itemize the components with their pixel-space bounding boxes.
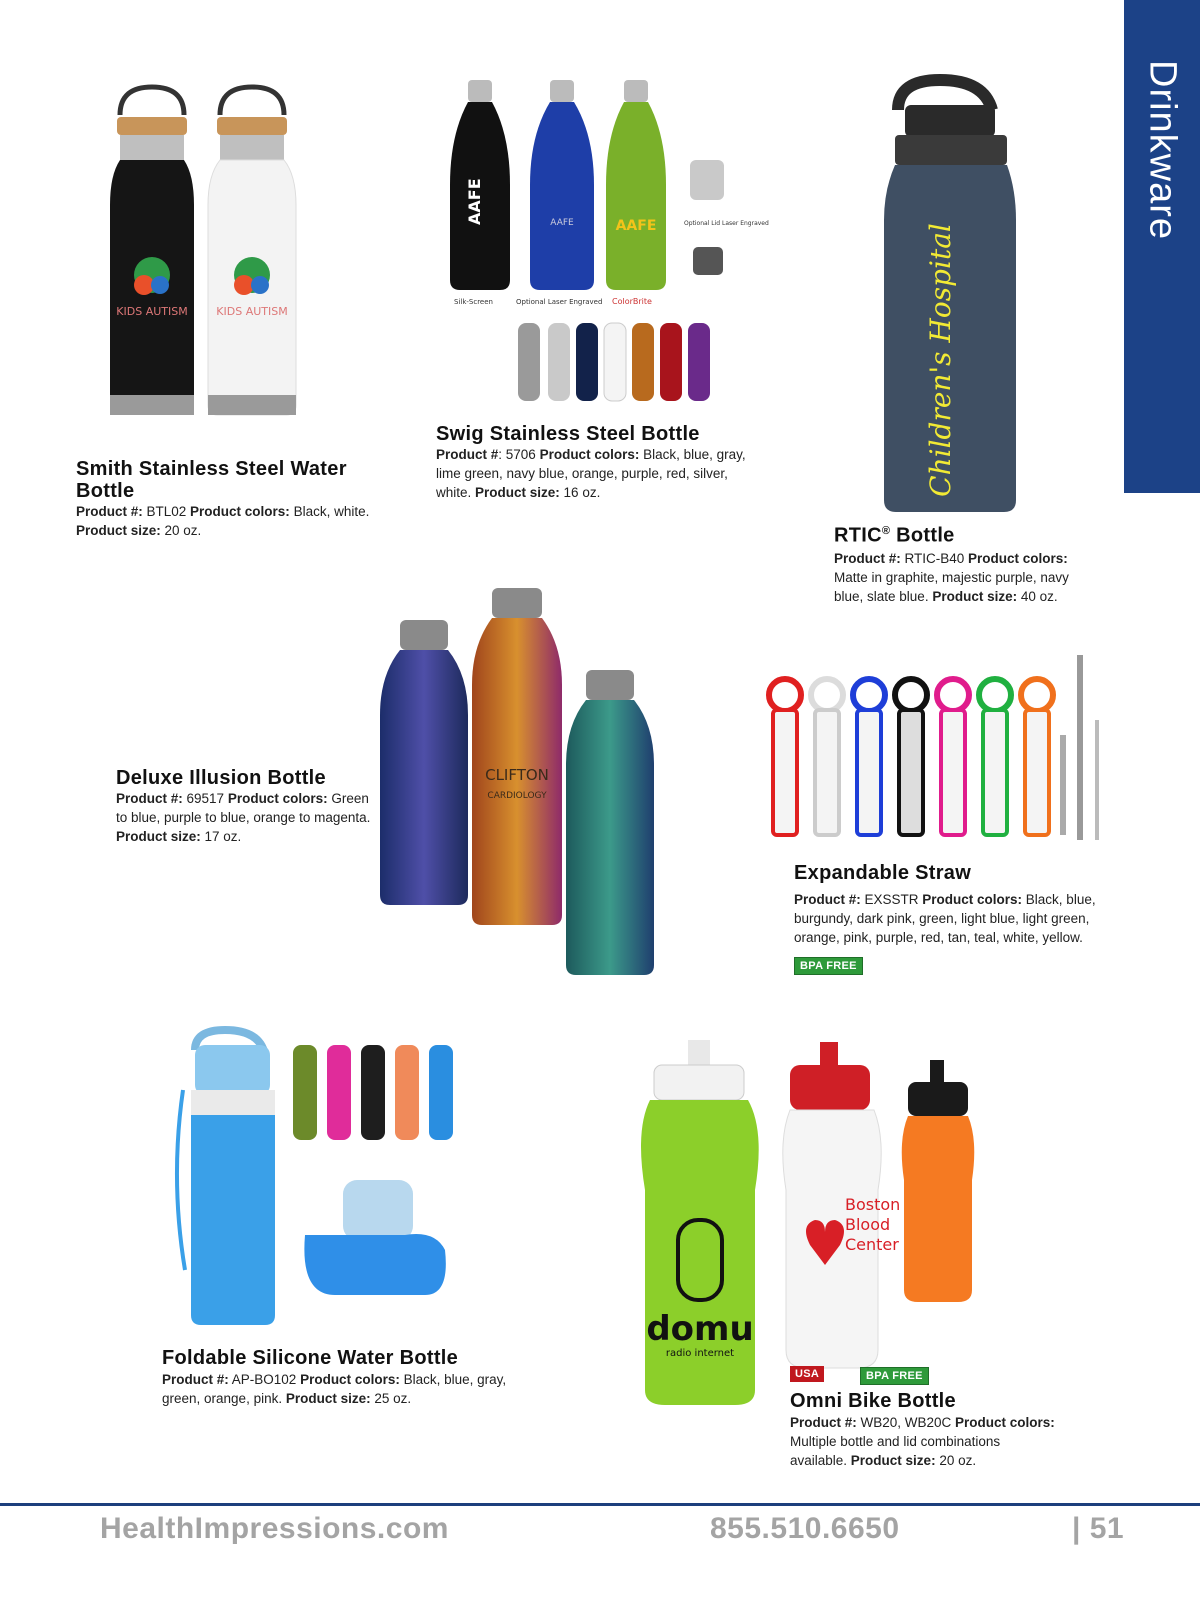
svg-text:Blood: Blood [845, 1215, 891, 1234]
svg-text:Children's Hospital: Children's Hospital [924, 223, 957, 497]
bpa-free-badge: BPA FREE [794, 957, 863, 975]
omni-bottle-image [640, 1040, 1000, 1410]
svg-text:CLIFTON: CLIFTON [485, 766, 549, 784]
footer-phone[interactable]: 855.510.6650 [710, 1512, 900, 1545]
svg-text:Boston: Boston [845, 1195, 901, 1214]
svg-text:ColorBrite: ColorBrite [612, 297, 652, 306]
footer-divider [0, 1503, 1200, 1506]
svg-text:Silk-Screen: Silk-Screen [454, 298, 493, 306]
hand-logo-icon [134, 257, 170, 295]
section-tab-label: Drinkware [1141, 60, 1184, 241]
foldable-color-row [293, 1045, 453, 1140]
rtic-bottle-image [880, 80, 1020, 515]
rtic-description: Product #: RTIC-B40 Product colors: Matte in graphite, majestic purple, navy blue, slate blue. Product size: 40 oz. [834, 551, 1069, 604]
straw-image [765, 650, 1115, 845]
deluxe-title: Deluxe Illusion Bottle [116, 767, 326, 789]
bpa-free-badge: BPA FREE [860, 1367, 929, 1385]
svg-text:Optional Lid Laser Engraved: Optional Lid Laser Engraved [684, 220, 769, 227]
omni-title: Omni Bike Bottle [790, 1390, 956, 1412]
foldable-bottle-image [165, 1030, 465, 1325]
deluxe-description: Product #: 69517 Product colors: Green to blue, purple to blue, orange to magenta. Product size: 17 oz. [116, 791, 371, 844]
swig-description: Product #: 5706 Product colors: Black, blue, gray, lime green, navy blue, orange, purple, red, silver, white. Product size: 16 oz. [436, 447, 746, 500]
svg-text:AAFE: AAFE [550, 218, 574, 228]
usa-badge: USA [790, 1366, 824, 1382]
swig-title: Swig Stainless Steel Bottle [436, 423, 700, 445]
svg-text:Center: Center [845, 1235, 899, 1254]
omni-description: Product #: WB20, WB20C Product colors: Multiple bottle and lid combinations available. Product size: 20 oz. [790, 1415, 1055, 1468]
deluxe-bottle-image [380, 585, 655, 980]
svg-text:radio internet: radio internet [665, 1348, 735, 1359]
swig-bottle-image [450, 75, 770, 410]
svg-text:Optional Laser Engraved: Optional Laser Engraved [516, 298, 603, 306]
straw-title: Expandable Straw [794, 862, 972, 884]
svg-text:domu: domu [646, 1309, 754, 1349]
svg-text:KIDS AUTISM: KIDS AUTISM [116, 305, 188, 318]
svg-text:KIDS AUTISM: KIDS AUTISM [216, 305, 288, 318]
svg-text:AAFE: AAFE [615, 218, 657, 234]
foldable-title: Foldable Silicone Water Bottle [162, 1347, 459, 1369]
svg-text:AAFE: AAFE [465, 178, 484, 225]
hand-logo-icon [234, 257, 270, 295]
smith-bottle-image [100, 85, 320, 430]
straw-case-row [769, 679, 1053, 835]
swig-color-row [518, 323, 710, 401]
section-tab [1124, 0, 1200, 493]
footer-website[interactable]: HealthImpressions.com [100, 1512, 449, 1545]
smith-title: Smith Stainless Steel Water Bottle [76, 458, 347, 502]
smith-description: Product #: BTL02 Product colors: Black, white. Product size: 20 oz. [76, 504, 370, 538]
straw-description: Product #: EXSSTR Product colors: Black, blue, burgundy, dark pink, green, light blue, light green, orange, pink, purple, red, tan, teal, white, yellow. [794, 892, 1096, 945]
svg-text:CARDIOLOGY: CARDIOLOGY [487, 791, 547, 801]
foldable-description: Product #: AP-BO102 Product colors: Black, blue, gray, green, orange, pink. Product size: 25 oz. [162, 1372, 507, 1406]
rtic-title: RTIC® Bottle [834, 524, 955, 547]
page-number: | 51 [1072, 1512, 1125, 1545]
